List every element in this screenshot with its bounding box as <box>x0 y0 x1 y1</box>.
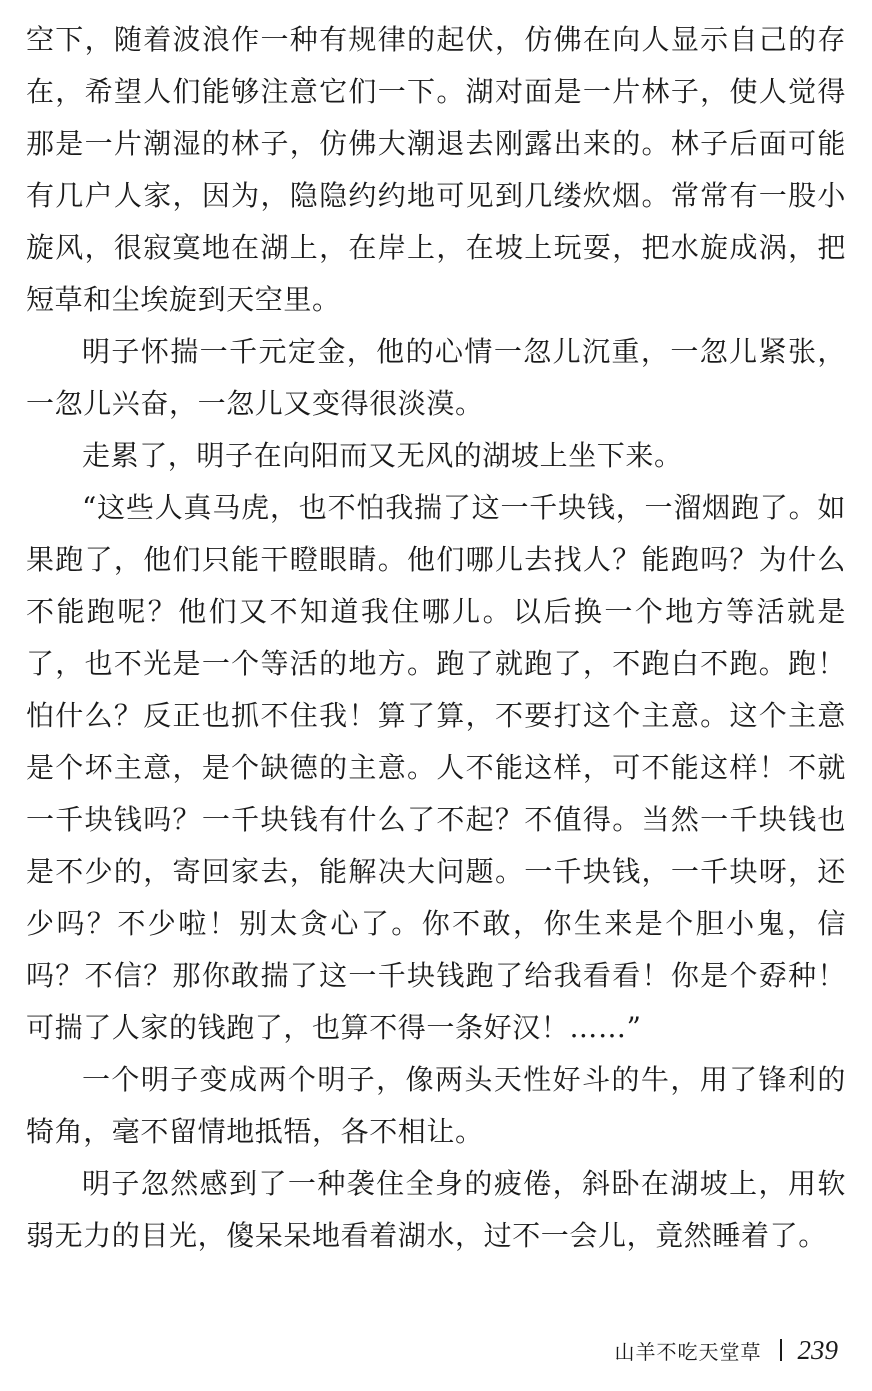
page-number: 239 <box>797 1334 838 1365</box>
footer-divider <box>780 1339 782 1361</box>
paragraph: 一个明子变成两个明子，像两头天性好斗的牛，用了锋利的犄角，毫不留情地抵牾，各不相让。 <box>26 1063 846 1148</box>
paragraph-monologue: “这些人真马虎，也不怕我揣了这一千块钱，一溜烟跑了。如果跑了，他们只能干瞪眼睛。他们哪儿去找人？能跑吗？为什么不能跑呢？他们又不知道我住哪儿。以后换一个地方等活就是了，也不光是一个等活的地方。跑了就跑了，不跑白不跑。跑！怕什么？反正也抓不住我！算了算，不要打这个主意。这个主意是个坏主意，是个缺德的主意。人不能这样，可不能这样！不就一千块钱吗？一千块钱有什么了不起？不值得。当然一千块钱也是不少的，寄回家去，能解决大问题。一千块钱，一千块呀，还少吗？不少啦！别太贪心了。你不敢，你生来是个胆小鬼，信吗？不信？那你敢揣了这一千块钱跑了给我看看！你是个孬种！可揣了人家的钱跑了，也算不得一条好汉！……” <box>26 491 846 1044</box>
paragraph: 明子忽然感到了一种袭住全身的疲倦，斜卧在湖坡上，用软弱无力的目光，傻呆呆地看着湖水，过不一会儿，竟然睡着了。 <box>26 1167 846 1252</box>
paragraph: 走累了，明子在向阳而又无风的湖坡上坐下来。 <box>82 439 683 472</box>
paragraph: 明子怀揣一千元定金，他的心情一忽儿沉重，一忽儿紧张，一忽儿兴奋，一忽儿又变得很淡漠。 <box>26 335 846 420</box>
body-text <box>26 14 846 1262</box>
running-footer-book-title: 山羊不吃天堂草 <box>614 1339 762 1364</box>
paragraph-continued: 空下，随着波浪作一种有规律的起伏，仿佛在向人显示自己的存在，希望人们能够注意它们一下。湖对面是一片林子，使人觉得那是一片潮湿的林子，仿佛大潮退去刚露出来的。林子后面可能有几户人家，因为，隐隐约约地可见到几缕炊烟。常常有一股小旋风，很寂寞地在湖上，在岸上，在坡上玩耍，把水旋成涡，把短草和尘埃旋到天空里。 <box>26 23 846 316</box>
page-footer <box>615 1330 839 1370</box>
